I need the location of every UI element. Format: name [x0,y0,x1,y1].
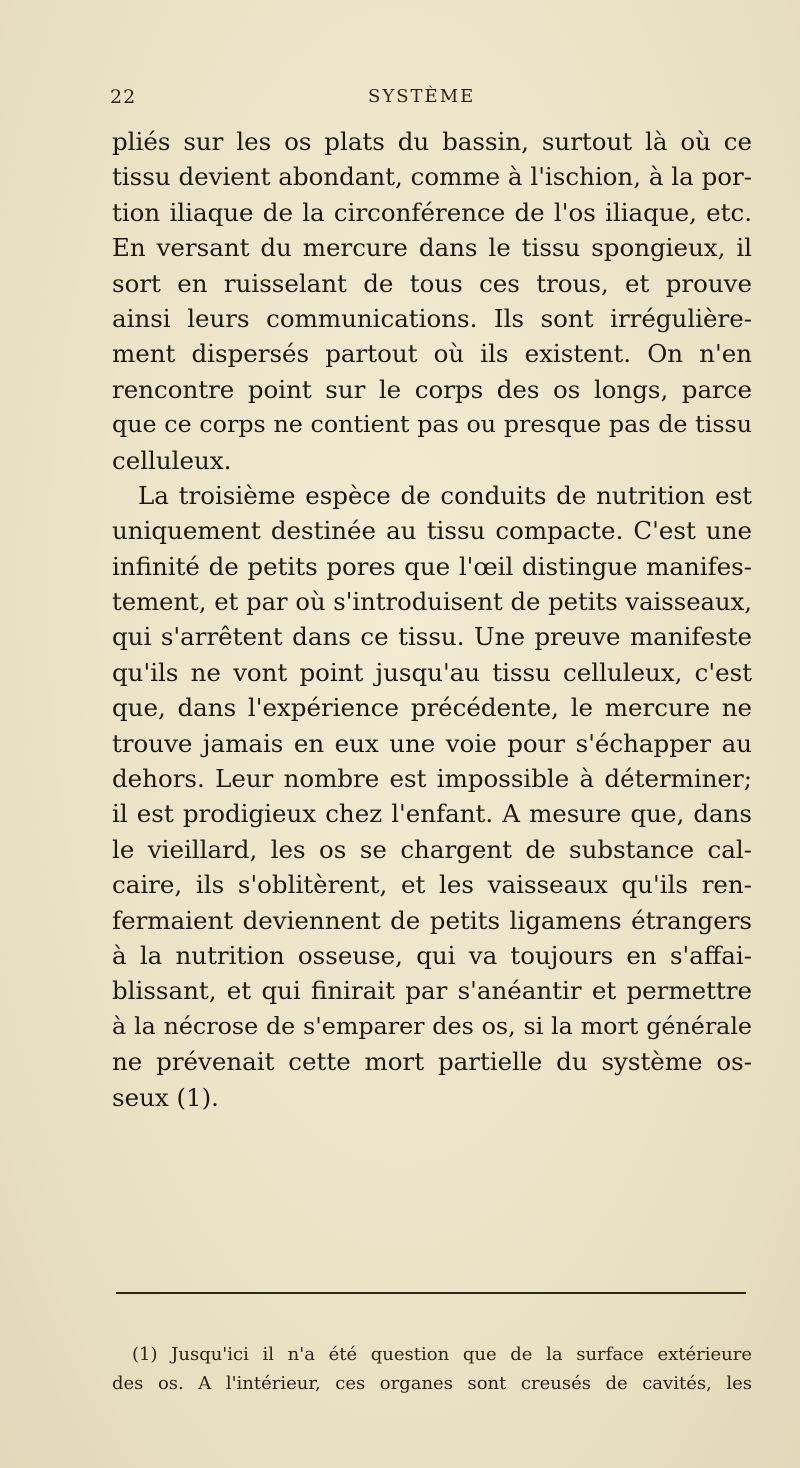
footnote-separator [116,1292,746,1294]
text-line: blissant, et qui finirait par s'anéantir et permettre [112,976,752,1006]
text-line: fermaient deviennent de petits ligamens étrangers [112,905,752,935]
footnote-line: des os. A l'intérieur, ces organes sont creusés de cavités, les [112,1373,752,1394]
text-line: le vieillard, les os se chargent de substance cal- [112,834,752,864]
text-line: ment dispersés partout où ils existent. On n'en [112,339,752,369]
running-title: SYSTÈME [368,86,476,107]
text-line: celluleux. [112,445,232,475]
text-line: que ce corps ne contient pas ou presque pas de tissu [112,410,752,439]
text-line: pliés sur les os plats du bassin, surtout là où ce [112,127,752,156]
text-line: sort en ruisselant de tous ces trous, et prouve [112,268,752,298]
text-line: rencontre point sur le corps des os longs, parce [112,374,752,404]
text-line: à la nécrose de s'emparer des os, si la mort générale [112,1011,752,1040]
body-text [112,124,752,1115]
text-line: ne prévenait cette mort partielle du système os- [112,1047,752,1077]
text-line: trouve jamais en eux une voie pour s'échapper au [112,728,752,758]
text-line: tement, et par où s'introduisent de petits vaisseaux, [112,587,752,617]
text-line: qui s'arrêtent dans ce tissu. Une preuve manifeste [112,622,752,652]
text-line: En versant du mercure dans le tissu spongieux, il [112,233,752,263]
text-line: tissu devient abondant, comme à l'ischion, à la por- [112,162,752,192]
text-line: qu'ils ne vont point jusqu'au tissu celluleux, c'est [112,657,752,687]
footnote [112,1340,752,1398]
text-line: que, dans l'expérience précédente, le mercure ne [112,693,752,723]
text-line: ainsi leurs communications. Ils sont irrégulière- [112,303,752,333]
text-line: infinité de petits pores que l'œil distingue manifes- [112,551,752,581]
footnote-line: (1) Jusqu'ici il n'a été question que de la surface extérieure [132,1344,752,1365]
page-number: 22 [110,86,137,108]
text-line: dehors. Leur nombre est impossible à déterminer; [112,764,752,794]
text-line: caire, ils s'oblitèrent, et les vaisseaux qu'ils ren- [112,870,752,900]
paragraph-start-line: La troisième espèce de conduits de nutrition est [138,480,752,510]
text-line: seux (1). [112,1082,219,1112]
text-line: il est prodigieux chez l'enfant. A mesure que, dans [112,799,752,829]
text-line: uniquement destinée au tissu compacte. C'est une [112,516,752,546]
page-header [110,86,750,116]
text-line: tion iliaque de la circonférence de l'os iliaque, etc. [112,197,752,227]
text-line: à la nutrition osseuse, qui va toujours en s'affai- [112,940,752,970]
